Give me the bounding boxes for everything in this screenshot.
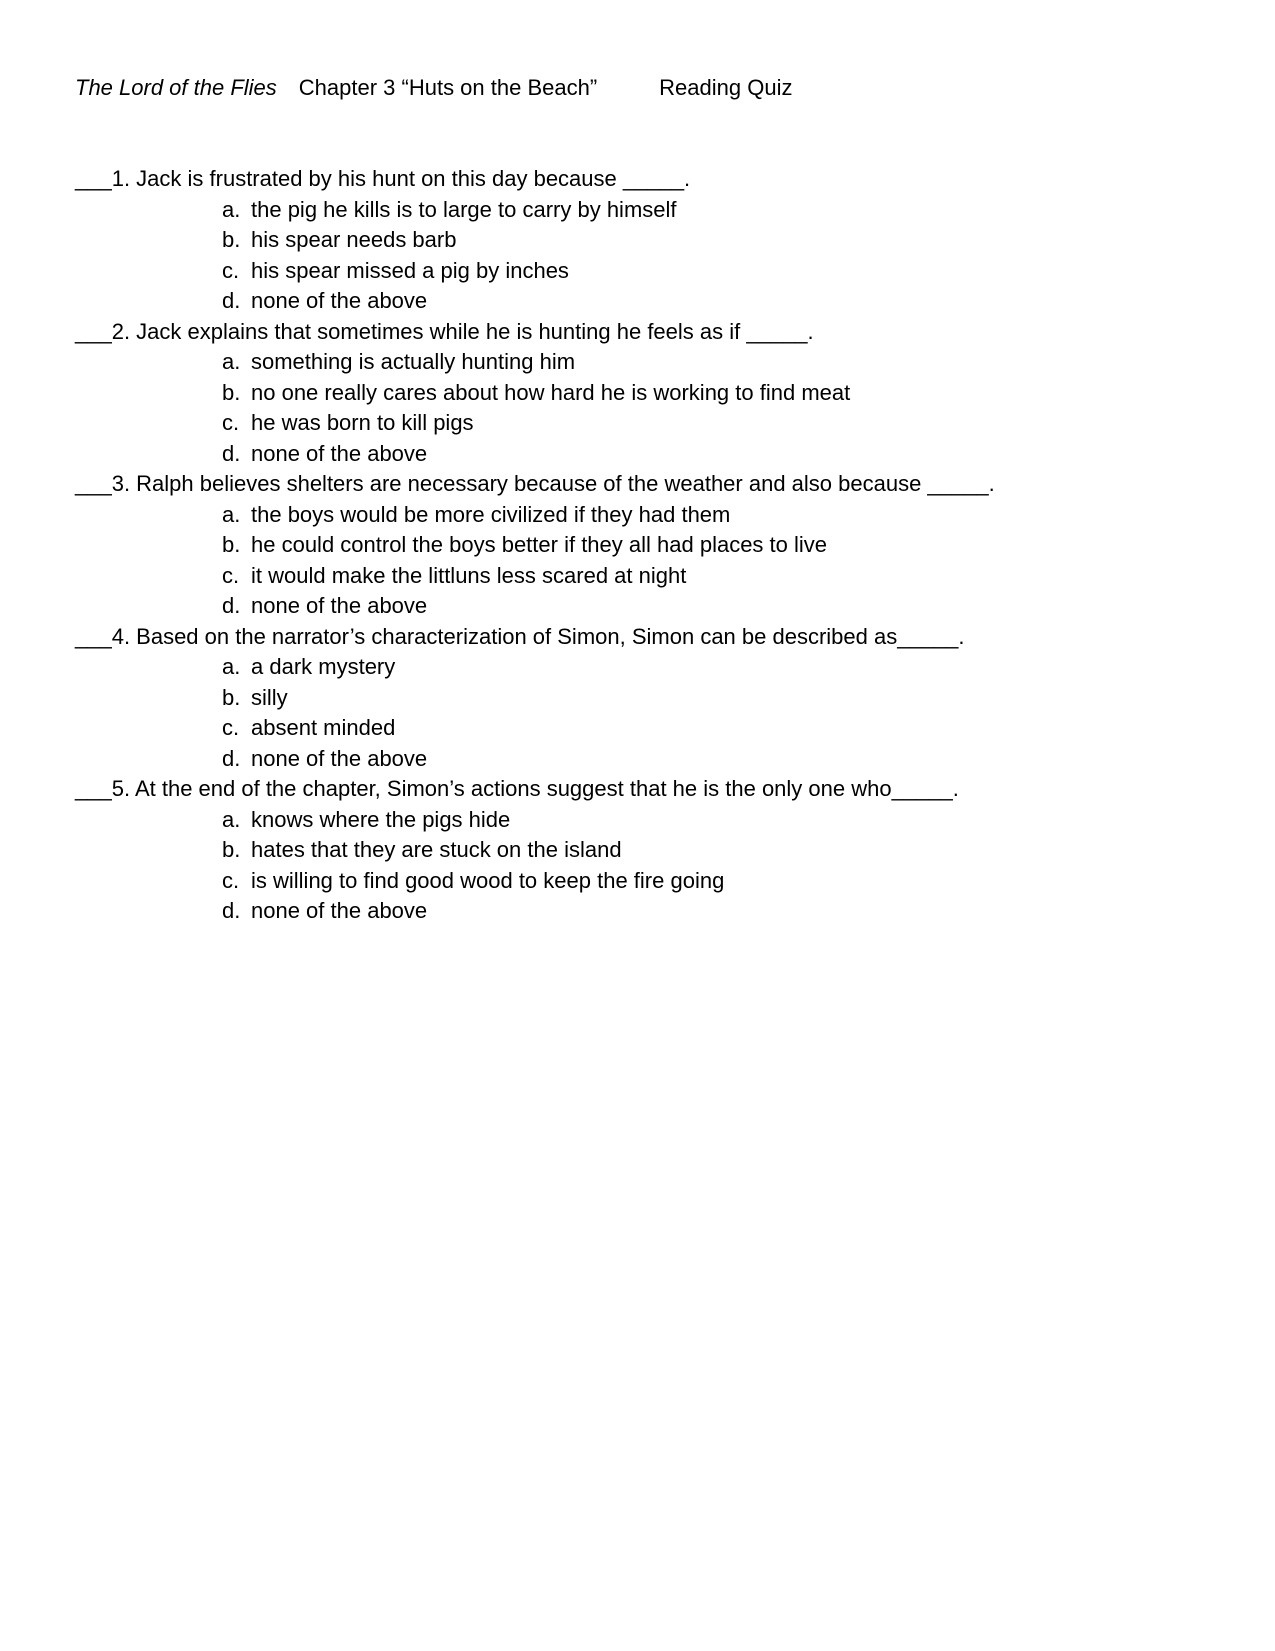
option-letter: a.	[222, 349, 241, 374]
question-list	[75, 164, 1205, 927]
answer-option	[75, 713, 1205, 744]
option-letter: b.	[222, 532, 241, 557]
option-text: he was born to kill pigs	[251, 410, 474, 435]
chapter-title: Chapter 3 “Huts on the Beach”	[298, 75, 598, 100]
answer-option	[75, 347, 1205, 378]
option-letter: d.	[222, 745, 241, 771]
option-letter: a.	[222, 196, 241, 222]
answer-option	[75, 530, 1205, 561]
answer-option	[75, 896, 1205, 927]
answer-option	[75, 256, 1205, 287]
question-stem: ___4. Based on the narrator’s characterization of Simon, Simon can be described as_____.	[75, 623, 965, 649]
option-letter: c.	[222, 715, 240, 740]
answer-option	[75, 500, 1205, 531]
answer-option	[75, 591, 1205, 622]
option-text: none of the above	[251, 288, 428, 313]
option-text: a dark mystery	[251, 654, 396, 679]
answer-option	[75, 225, 1205, 256]
answer-option	[75, 378, 1205, 409]
option-letter: b.	[222, 227, 241, 252]
answer-option	[75, 408, 1205, 439]
option-text: none of the above	[251, 593, 428, 618]
option-letter: a.	[222, 501, 241, 527]
question-stem: ___3. Ralph believes shelters are necessary because of the weather and also because _____.	[75, 471, 995, 496]
option-text: no one really cares about how hard he is working to find meat	[251, 379, 851, 405]
option-letter: d.	[222, 593, 241, 618]
option-letter: c.	[222, 257, 240, 283]
option-text: it would make the littluns less scared at night	[251, 562, 687, 588]
option-letter: b.	[222, 684, 241, 710]
answer-option	[75, 805, 1205, 836]
option-letter: a.	[222, 654, 241, 679]
question-3	[75, 469, 1205, 622]
option-text: none of the above	[251, 745, 428, 771]
option-text: silly	[251, 684, 288, 710]
answer-option	[75, 286, 1205, 317]
option-letter: d.	[222, 440, 241, 466]
option-text: absent minded	[251, 715, 396, 740]
option-letter: c.	[222, 410, 240, 435]
option-text: he could control the boys better if they all had places to live	[251, 532, 828, 557]
option-letter: d.	[222, 898, 241, 923]
answer-option	[75, 744, 1205, 775]
quiz-header	[75, 73, 792, 103]
option-letter: a.	[222, 806, 241, 832]
option-text: knows where the pigs hide	[251, 806, 511, 832]
option-letter: b.	[222, 837, 241, 862]
answer-option	[75, 652, 1205, 683]
question-stem: ___1. Jack is frustrated by his hunt on this day because _____.	[75, 166, 691, 191]
answer-option	[75, 195, 1205, 226]
option-text: none of the above	[251, 898, 428, 923]
answer-option	[75, 835, 1205, 866]
option-letter: c.	[222, 562, 240, 588]
question-1	[75, 164, 1205, 317]
option-text: the pig he kills is to large to carry by himself	[251, 196, 677, 222]
question-5	[75, 774, 1205, 927]
question-2	[75, 317, 1205, 470]
option-text: his spear needs barb	[251, 227, 457, 252]
question-stem: ___5. At the end of the chapter, Simon’s actions suggest that he is the only one who_____.	[75, 776, 959, 801]
option-text: hates that they are stuck on the island	[251, 837, 622, 862]
option-text: none of the above	[251, 440, 428, 466]
option-letter: d.	[222, 288, 241, 313]
answer-option	[75, 683, 1205, 714]
question-stem: ___2. Jack explains that sometimes while he is hunting he feels as if _____.	[75, 318, 814, 344]
answer-option	[75, 439, 1205, 470]
book-title: The Lord of the Flies	[75, 75, 277, 100]
option-text: his spear missed a pig by inches	[251, 257, 569, 283]
answer-option	[75, 561, 1205, 592]
option-text: the boys would be more civilized if they had them	[251, 501, 731, 527]
question-4	[75, 622, 1205, 775]
option-text: something is actually hunting him	[251, 349, 576, 374]
answer-option	[75, 866, 1205, 897]
quiz-label: Reading Quiz	[659, 75, 793, 100]
option-letter: b.	[222, 379, 241, 405]
option-text: is willing to find good wood to keep the fire going	[251, 867, 725, 893]
option-letter: c.	[222, 867, 240, 893]
